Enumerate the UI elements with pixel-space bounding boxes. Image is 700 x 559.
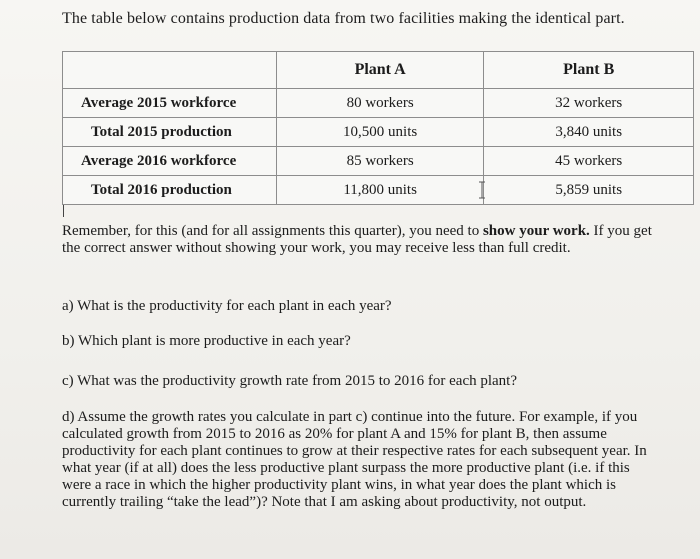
- header-empty: [63, 52, 277, 89]
- table-row: [63, 176, 694, 205]
- production-table: [62, 51, 694, 205]
- cell-plant-b: 45 workers: [484, 147, 694, 176]
- reminder-text-cont: If you get the correct answer without showing your work, you may receive less than full credit.: [62, 223, 652, 256]
- header-plant-a: Plant A: [276, 52, 484, 89]
- table-header-row: [63, 52, 694, 89]
- table-row: [63, 147, 694, 176]
- reminder-emphasis: show your work.: [482, 223, 590, 239]
- text-cursor-icon: [478, 181, 486, 199]
- question-b: b) Which plant is more productive in each year?: [62, 333, 351, 349]
- reminder-paragraph: [62, 223, 662, 257]
- question-a: a) What is the productivity for each plant in each year?: [62, 298, 392, 314]
- row-label: Average 2016 workforce: [63, 147, 277, 176]
- question-d: d) Assume the growth rates you calculate in part c) continue into the future. For example, if you calculated growth from 2015 to 2016 as 20% for plant A and 15% for plant B, then assume productivity for each plant continues to grow at their respective rates for each subsequent year. In what year (if at all) does the less productive plant surpass the more productive plant (i.e. if this were a race in which the higher productivity plant wins, in what year does the plant which is currently trailing “take the lead”)? Note that I am asking about productivity, not output.: [62, 409, 647, 510]
- row-label: Total 2016 production: [63, 176, 277, 205]
- table-row: [63, 118, 694, 147]
- header-plant-b: Plant B: [484, 52, 694, 89]
- cell-plant-b: 3,840 units: [484, 118, 694, 147]
- reminder-text: Remember, for this (and for all assignments this quarter), you need to: [62, 223, 483, 239]
- cell-plant-a: 11,800 units: [276, 176, 484, 205]
- cell-plant-a: 10,500 units: [276, 118, 484, 147]
- row-label: Total 2015 production: [63, 118, 277, 147]
- cell-plant-b: 5,859 units: [484, 176, 694, 205]
- intro-text: The table below contains production data from two facilities making the identical part.: [62, 10, 625, 27]
- table-row: [63, 89, 694, 118]
- cell-plant-b: 32 workers: [484, 89, 694, 118]
- cell-plant-a: 80 workers: [276, 89, 484, 118]
- cell-plant-a: 85 workers: [276, 147, 484, 176]
- row-label: Average 2015 workforce: [63, 89, 277, 118]
- text-caret: [63, 205, 64, 217]
- question-c: c) What was the productivity growth rate from 2015 to 2016 for each plant?: [62, 373, 518, 389]
